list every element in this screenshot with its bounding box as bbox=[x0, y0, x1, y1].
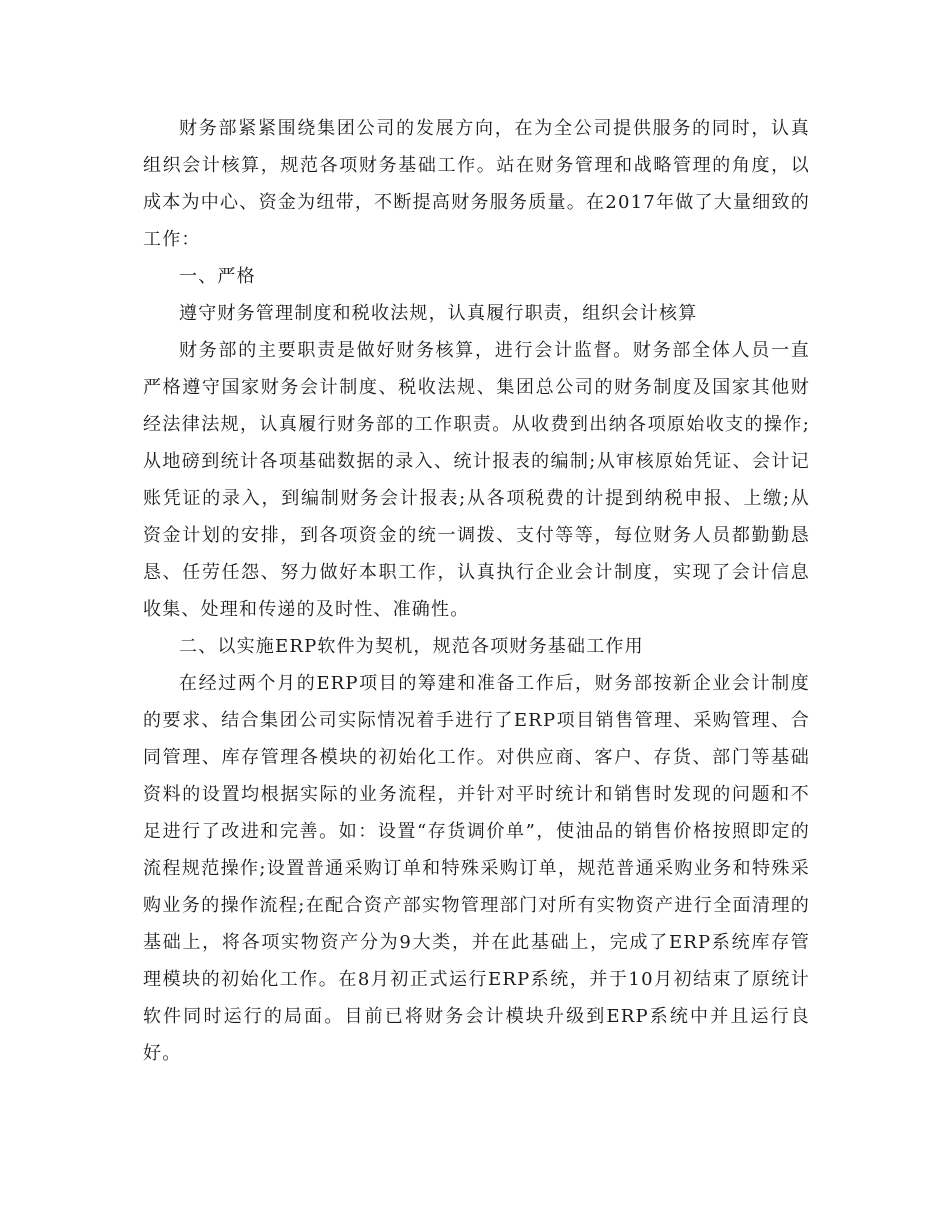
section-heading-1: 一、严格 bbox=[179, 266, 256, 287]
section-2-paragraph: 在经过两个月的ERP项目的筹建和准备工作后，财务部按新企业会计制度的要求、结合集团公司实际情况着手进行了ERP项目销售管理、采购管理、合同管理、库存管理各模块的初始化工作。对供应商、客户、存货、部门等基础资料的设置均根据实际的业务流程，并针对平时统计和销售时发现的问题和不足进行了改进和完善。如：设置“存货调价单”，使油品的销售价格按照即定的流程规范操作;设置普通采购订单和特殊采购订单，规范普通采购业务和特殊采购业务的操作流程;在配合资产部实物管理部门对所有实物资产进行全面清理的基础上，将各项实物资产分为9大类，并在此基础上，完成了ERP系统库存管理模块的初始化工作。在8月初正式运行ERP系统，并于10月初结束了原统计软件同时运行的局面。目前已将财务会计模块升级到ERP系统中并且运行良好。 bbox=[143, 673, 810, 1064]
document-body bbox=[143, 110, 810, 1072]
section-heading-2: 二、以实施ERP软件为契机，规范各项财务基础工作用 bbox=[179, 636, 644, 657]
section-subheading-1: 遵守财务管理制度和税收法规，认真履行职责，组织会计核算 bbox=[179, 303, 698, 324]
section-1-paragraph: 财务部的主要职责是做好财务核算，进行会计监督。财务部全体人员一直严格遵守国家财务会计制度、税收法规、集团总公司的财务制度及国家其他财经法律法规，认真履行财务部的工作职责。从收费到出纳各项原始收支的操作;从地磅到统计各项基础数据的录入、统计报表的编制;从审核原始凭证、会计记账凭证的录入，到编制财务会计报表;从各项税费的计提到纳税申报、上缴;从资金计划的安排，到各项资金的统一调拨、支付等等，每位财务人员都勤勤恳恳、任劳任怨、努力做好本职工作，认真执行企业会计制度，实现了会计信息收集、处理和传递的及时性、准确性。 bbox=[143, 340, 810, 620]
intro-paragraph: 财务部紧紧围绕集团公司的发展方向，在为全公司提供服务的同时，认真组织会计核算，规范各项财务基础工作。站在财务管理和战略管理的角度，以成本为中心、资金为纽带，不断提高财务服务质量。在2017年做了大量细致的工作： bbox=[143, 118, 810, 250]
